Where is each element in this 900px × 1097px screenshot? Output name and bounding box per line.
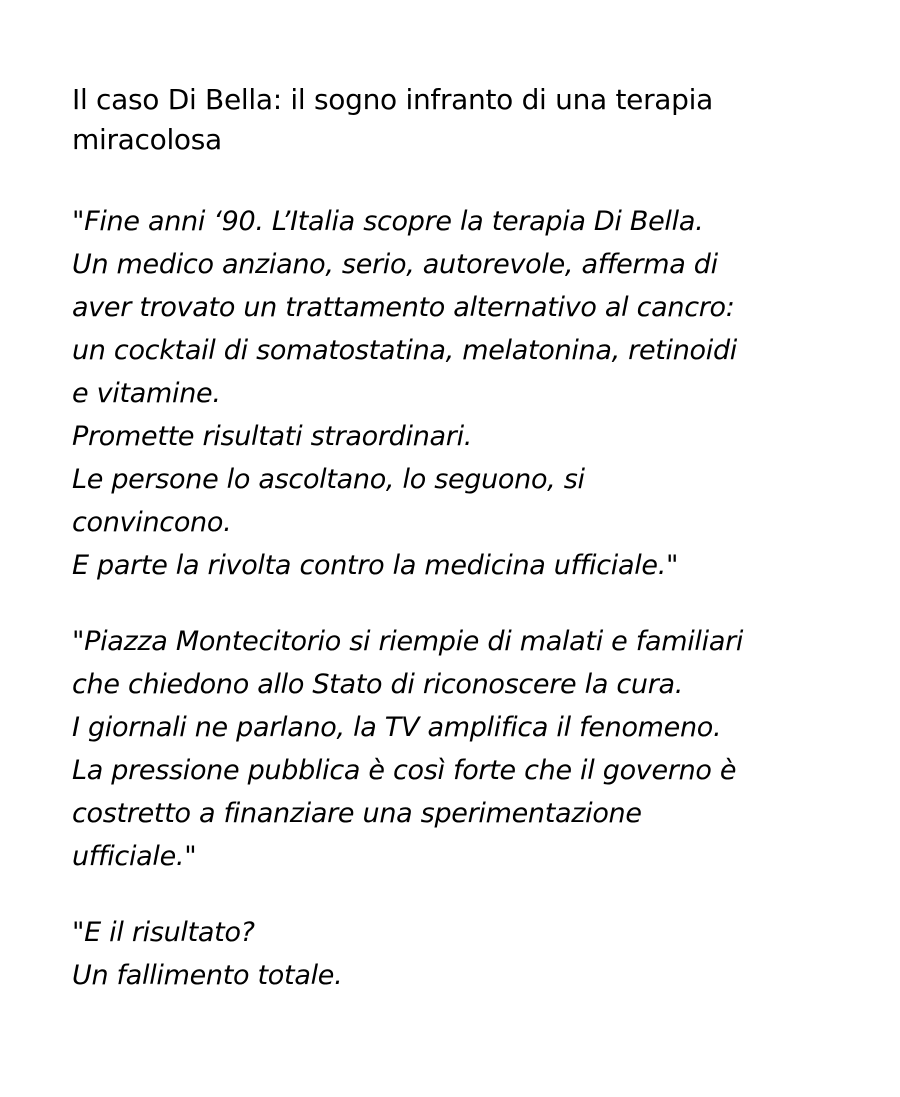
text-line: che chiedono allo Stato di riconoscere la cura. <box>72 669 684 700</box>
paragraph-montecitorio <box>72 620 852 878</box>
paragraph-di-bella-intro <box>72 200 852 587</box>
title-line: miracolosa <box>72 123 222 156</box>
text-line: Le persone lo ascoltano, lo seguono, si <box>72 464 585 495</box>
text-line: La pressione pubblica è così forte che il governo è <box>72 755 737 786</box>
text-line: I giornali ne parlano, la TV amplifica il fenomeno. <box>72 712 722 743</box>
text-line: Promette risultati straordinari. <box>72 421 473 452</box>
text-line: convincono. <box>72 507 232 538</box>
document-page <box>72 80 852 1030</box>
paragraph-risultato <box>72 911 852 997</box>
text-line: Un medico anziano, serio, autorevole, afferma di <box>72 249 718 280</box>
document-title <box>72 80 852 160</box>
text-line: E parte la rivolta contro la medicina ufficiale." <box>72 550 679 581</box>
text-line: e vitamine. <box>72 378 221 409</box>
text-line: un cocktail di somatostatina, melatonina, retinoidi <box>72 335 738 366</box>
text-line: "E il risultato? <box>72 917 255 948</box>
text-line: aver trovato un trattamento alternativo al cancro: <box>72 292 735 323</box>
text-line: ufficiale." <box>72 841 197 872</box>
text-line: Un fallimento totale. <box>72 960 343 991</box>
text-line: costretto a finanziare una sperimentazione <box>72 798 642 829</box>
text-line: "Fine anni ‘90. L’Italia scopre la terapia Di Bella. <box>72 206 704 237</box>
title-line: Il caso Di Bella: il sogno infranto di una terapia <box>72 83 713 116</box>
document-body <box>72 200 852 997</box>
text-line: "Piazza Montecitorio si riempie di malati e familiari <box>72 626 744 657</box>
